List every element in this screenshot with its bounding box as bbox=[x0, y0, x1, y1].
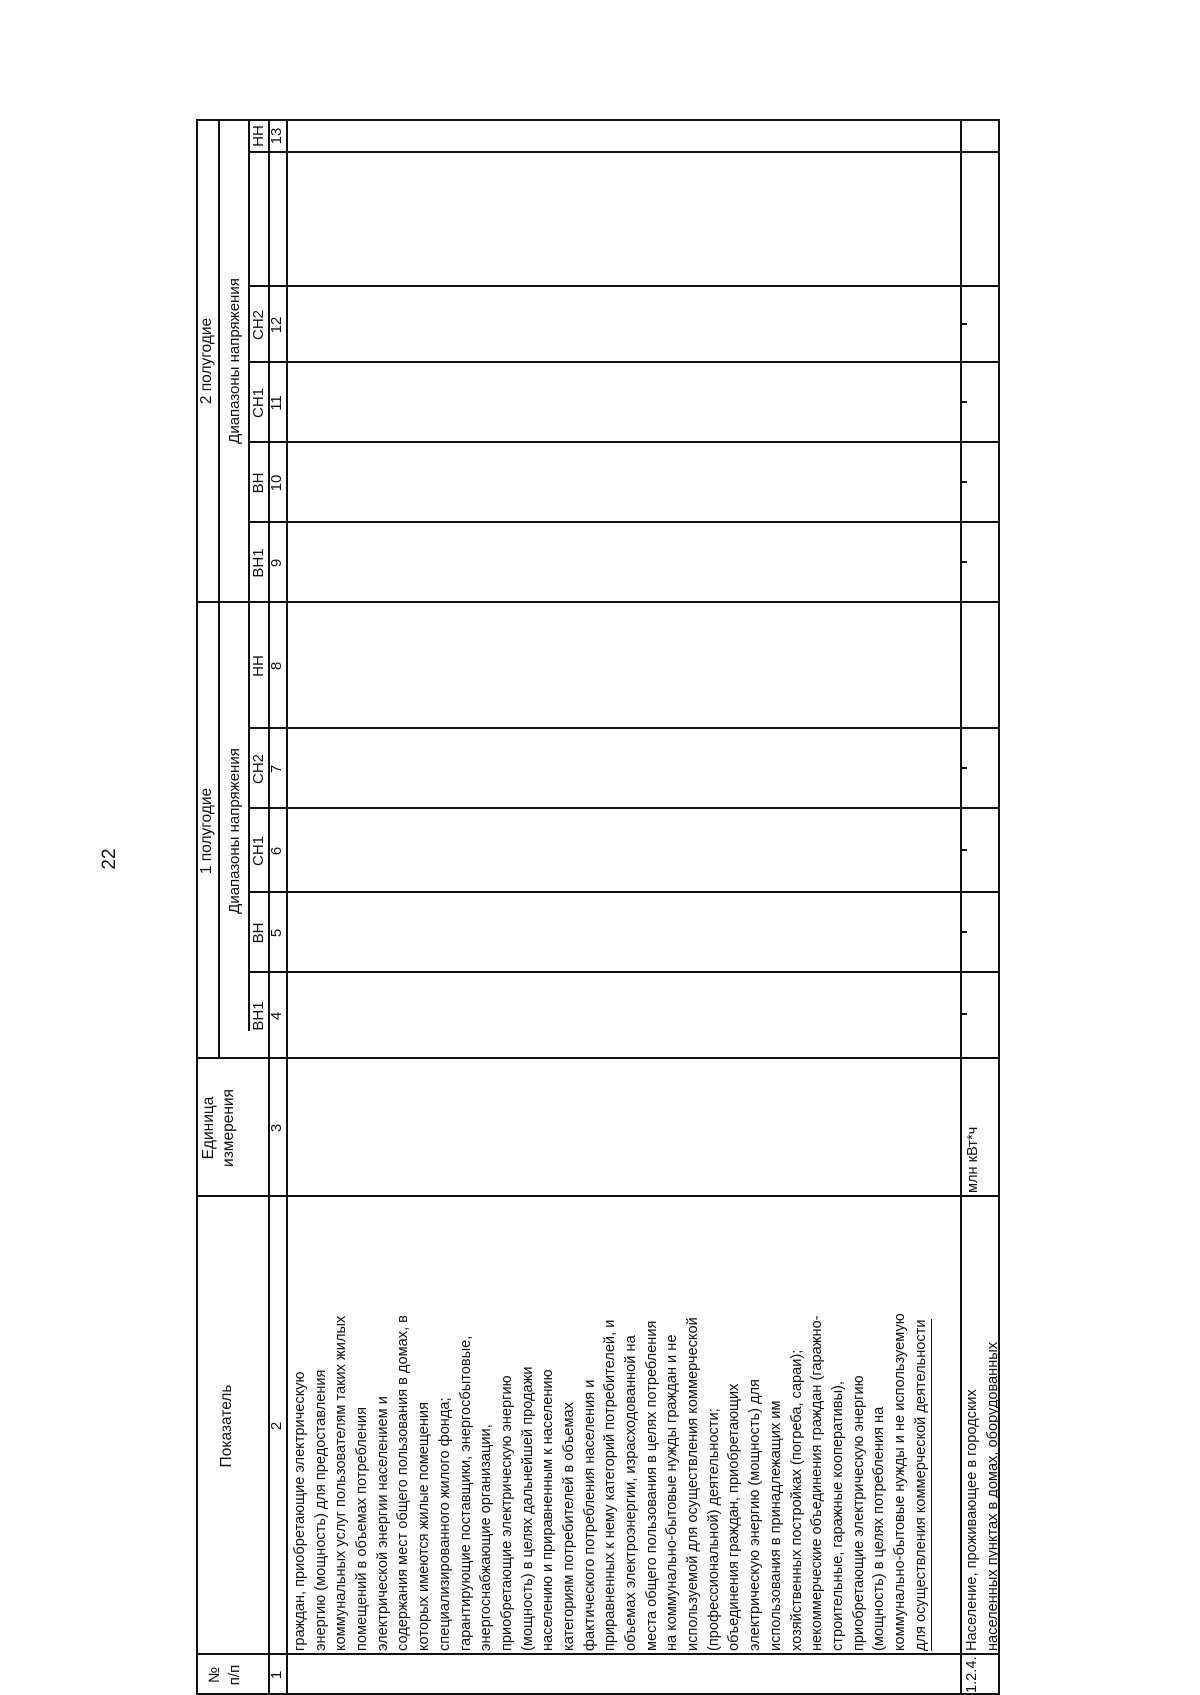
colnum-11: 11 bbox=[268, 395, 285, 411]
row-2-number: 1.2.4. bbox=[964, 1656, 980, 1693]
header-ranges-half1: Диапазоны напряжения bbox=[226, 748, 243, 914]
header-unit-line1: Единица bbox=[200, 1096, 217, 1160]
level-nn-half2: НН bbox=[250, 125, 267, 147]
col-divider-4 bbox=[248, 972, 1000, 974]
level-sn1-half2: СН1 bbox=[250, 388, 267, 419]
col-divider-10 bbox=[248, 442, 1000, 444]
col-divider-6 bbox=[248, 808, 1000, 810]
empty-cell-mark bbox=[961, 402, 967, 404]
indicator-text-line: электрической энергии населением и bbox=[374, 1396, 391, 1651]
colnum-12: 12 bbox=[268, 316, 285, 334]
column-number-line bbox=[286, 119, 288, 1695]
col-divider-3 bbox=[196, 1058, 1000, 1060]
half-header-divider bbox=[218, 119, 220, 1059]
table-border-right bbox=[196, 119, 1000, 121]
empty-cell-mark bbox=[961, 324, 967, 326]
header-half2: 2 полугодие bbox=[198, 317, 215, 405]
indicator-text-line: энергию (мощность) для предоставления bbox=[312, 1369, 329, 1651]
level-sn2-half2: СН2 bbox=[250, 310, 267, 341]
colnum-8: 8 bbox=[268, 661, 285, 671]
data-table bbox=[196, 119, 1000, 1695]
header-half1: 1 полугодие bbox=[198, 787, 215, 875]
indicator-text-line: специализированного жилого фонда; bbox=[436, 1397, 453, 1651]
indicator-text-line: строительные, гаражные кооперативы), bbox=[829, 1381, 846, 1651]
row-1-indicator-text bbox=[290, 1199, 931, 1651]
row-2-indicator-text bbox=[962, 1199, 1003, 1651]
level-vn-half2: ВН bbox=[250, 472, 267, 494]
indicator-text-line: места общего пользования в целях потребления bbox=[643, 1320, 660, 1651]
empty-cell-mark bbox=[961, 932, 967, 934]
indicator-text-line: некоммерческие объединения граждан (гаражно- bbox=[809, 1315, 826, 1651]
colnum-13: 13 bbox=[268, 127, 285, 145]
col-divider-half bbox=[196, 602, 1000, 604]
colnum-4: 4 bbox=[268, 1011, 285, 1021]
col-divider-9 bbox=[248, 522, 1000, 524]
col-divider-2 bbox=[196, 1196, 1000, 1198]
empty-cell-mark bbox=[961, 1014, 967, 1016]
colnum-5: 5 bbox=[268, 928, 285, 938]
level-sn2-half1: СН2 bbox=[250, 754, 267, 785]
indicator-text-line: коммунальных услуг пользователям таких жилых bbox=[333, 1315, 350, 1651]
indicator-text-line: (мощность) в целях потребления на bbox=[871, 1406, 888, 1651]
indicator-text-line: приобретающие электрическую энергию bbox=[498, 1375, 515, 1651]
colnum-9: 9 bbox=[268, 558, 285, 568]
indicator-text-line: приобретающие электрическую энергию bbox=[850, 1375, 867, 1651]
indicator-text-line: населению и приравненным к населению bbox=[540, 1369, 557, 1651]
indicator-text-line: (мощность) в целях дальнейшей продажи bbox=[519, 1366, 536, 1651]
header-num-line2: п/п bbox=[226, 1664, 243, 1686]
col-divider-5 bbox=[248, 892, 1000, 894]
level-vn1-half2: ВН1 bbox=[250, 548, 267, 578]
indicator-text-line: Население, проживающее в городских bbox=[964, 1389, 980, 1651]
col-divider-7 bbox=[248, 728, 1000, 730]
empty-cell-mark bbox=[961, 850, 967, 852]
indicator-text-line: приравненных к нему категорий потребителей, и bbox=[602, 1319, 619, 1651]
indicator-text-line: для осуществления коммерческой деятельности bbox=[911, 1199, 932, 1651]
indicator-text-line: населенных пунктах в домах, оборудованных bbox=[984, 1341, 1001, 1651]
header-indicator: Показатель bbox=[218, 1384, 235, 1468]
colnum-7: 7 bbox=[268, 764, 285, 774]
rotated-table-container bbox=[196, 119, 1000, 1695]
level-vn-half1: ВН bbox=[250, 922, 267, 944]
col-divider-12 bbox=[248, 286, 1000, 288]
indicator-text-line: категориям потребителей в объемах bbox=[560, 1402, 577, 1651]
col-divider-11 bbox=[248, 362, 1000, 364]
indicator-text-line: объемах электроэнергии, израсходованной на bbox=[623, 1335, 639, 1651]
indicator-text-line: содержания мест общего пользования в домах, в bbox=[395, 1315, 412, 1651]
colnum-1: 1 bbox=[268, 1670, 285, 1680]
col-divider-1 bbox=[196, 1654, 1000, 1656]
page-number: 22 bbox=[99, 848, 120, 870]
header-unit-line2: измерения bbox=[220, 1089, 237, 1167]
colnum-10: 10 bbox=[268, 474, 285, 492]
empty-cell-mark bbox=[961, 562, 967, 564]
header-ranges-half2: Диапазоны напряжения bbox=[226, 278, 243, 444]
indicator-text-line: коммунально-бытовые нужды и не используемую bbox=[891, 1313, 908, 1651]
indicator-text-line: которых имеются жилые помещения bbox=[416, 1402, 433, 1651]
colnum-3: 3 bbox=[268, 1123, 285, 1133]
indicator-text-line: используемой для осуществления коммерческой bbox=[685, 1317, 702, 1651]
indicator-text-line: помещений в объемах потребления bbox=[354, 1407, 371, 1651]
level-sn1-half1: СН1 bbox=[250, 836, 267, 867]
empty-cell-mark bbox=[961, 768, 967, 770]
empty-cell-mark bbox=[961, 482, 967, 484]
header-num-line1: № bbox=[206, 1666, 223, 1684]
indicator-text-line: электрическую энергию (мощность) для bbox=[747, 1379, 764, 1651]
colnum-2: 2 bbox=[268, 1421, 285, 1431]
colnum-6: 6 bbox=[268, 846, 285, 856]
indicator-text-line: энергоснабжающие организации, bbox=[478, 1424, 495, 1651]
row-2-unit: млн кВт*ч bbox=[965, 1126, 981, 1193]
indicator-text-line: граждан, приобретающие электрическую bbox=[292, 1371, 308, 1651]
indicator-text-line: хозяйственных постройках (погреба, сараи); bbox=[788, 1349, 805, 1651]
indicator-text-line: фактического потребления населения и bbox=[581, 1379, 598, 1651]
indicator-text-line: использования в принадлежащих им bbox=[767, 1400, 784, 1651]
col-divider-13 bbox=[248, 152, 1000, 154]
level-nn-half1: НН bbox=[250, 655, 267, 677]
indicator-text-line: объединения граждан, приобретающих bbox=[726, 1383, 743, 1651]
indicator-text-line: (профессиональной) деятельности; bbox=[705, 1408, 722, 1651]
indicator-text-line: гарантирующие поставщики, энергосбытовые, bbox=[457, 1335, 474, 1651]
indicator-text-line: на коммунально-бытовые нужды граждан и не bbox=[664, 1334, 681, 1651]
level-vn1-half1: ВН1 bbox=[250, 1001, 267, 1031]
